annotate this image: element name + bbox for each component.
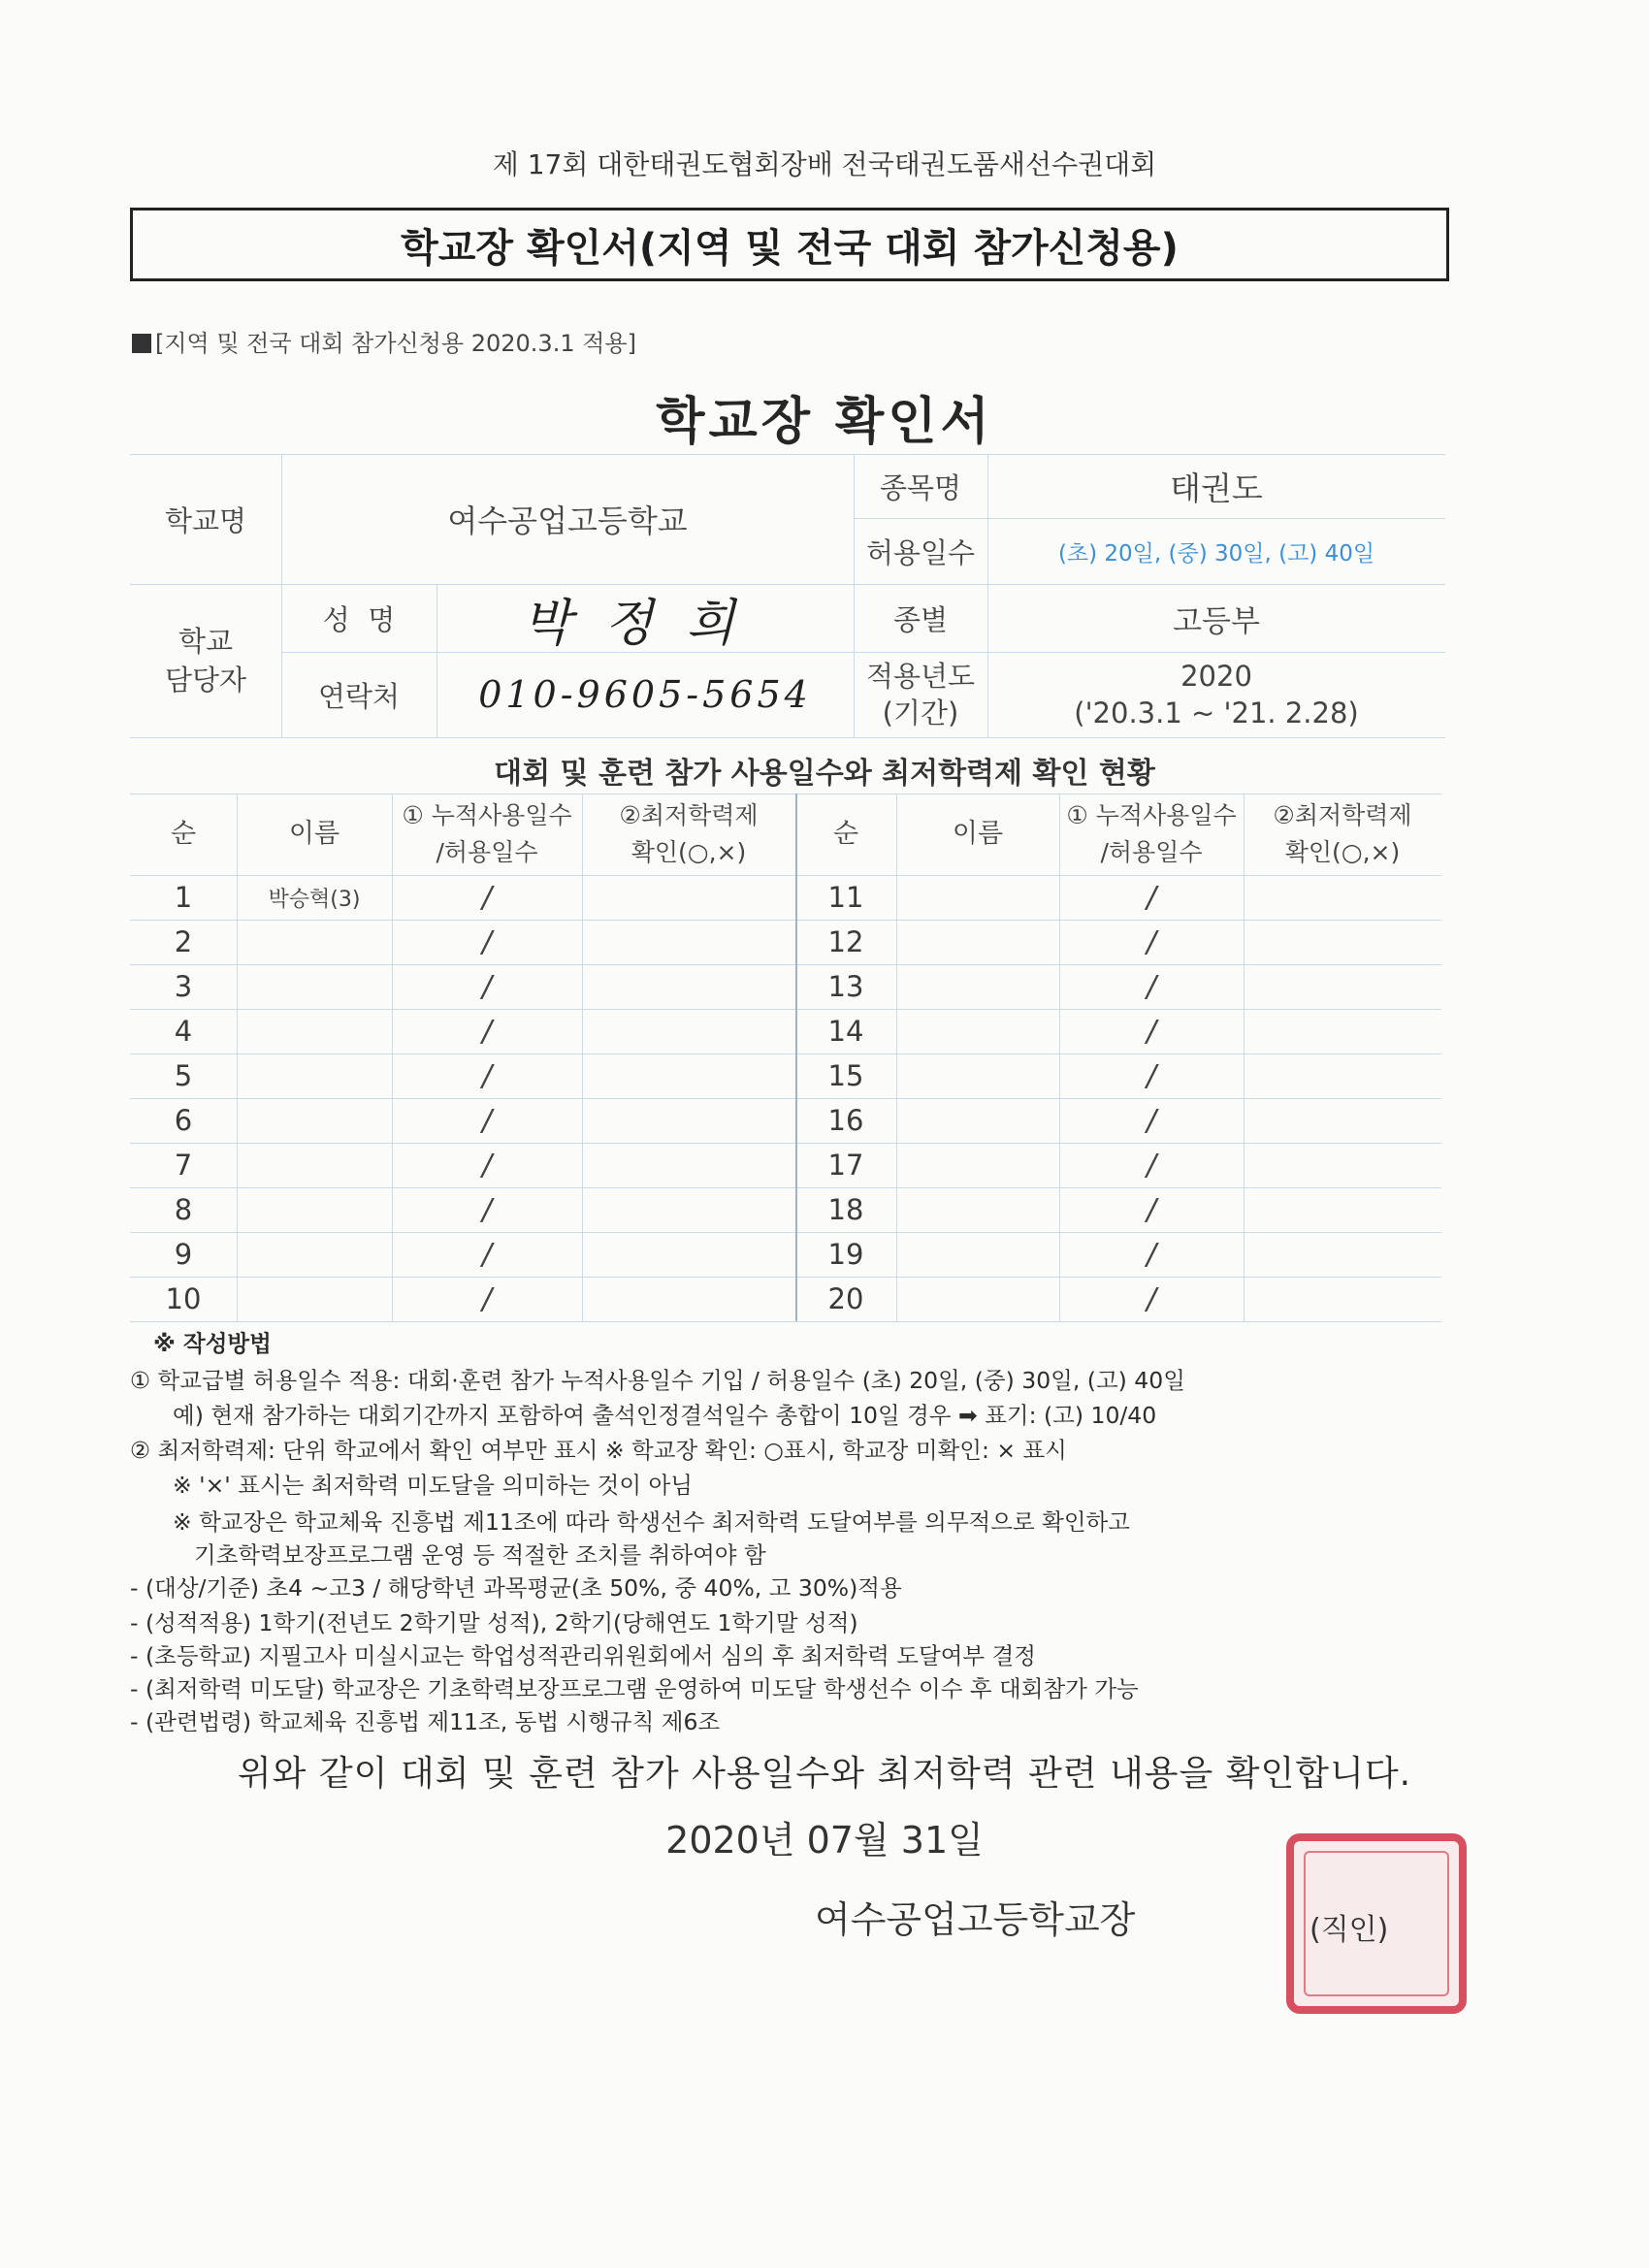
row-name <box>896 1009 1059 1053</box>
principal-name: 여수공업고등학교장 <box>815 1898 1136 1941</box>
period-value: ('20.3.1 ~ '21. 2.28) <box>1074 697 1359 729</box>
row-name <box>237 1187 392 1232</box>
row-name <box>237 1232 392 1277</box>
note-line: - (대상/기준) 초4 ~고3 / 해당학년 과목평균(초 50%, 중 40%, 고 30%)적용 <box>130 1574 902 1602</box>
event-title: 제 17회 대한태권도협회장배 전국태권도품새선수권대회 <box>492 148 1157 180</box>
school-label: 학교명 <box>164 503 247 537</box>
row-name: 박승혁(3) <box>268 887 361 912</box>
row-days: / <box>481 969 493 1004</box>
row-name <box>896 920 1059 964</box>
contact-label: 연락처 <box>317 679 401 713</box>
note-line: - (최저학력 미도달) 학교장은 기초학력보장프로그램 운영하여 미도달 학생선수 이수 후 대회참가 가능 <box>130 1675 1139 1702</box>
row-days: / <box>1146 1103 1157 1138</box>
row-days: / <box>481 1281 493 1316</box>
confirmation-statement: 위와 같이 대회 및 훈련 참가 사용일수와 최저학력 관련 내용을 확인합니다. <box>237 1754 1412 1794</box>
year-value: 2020 <box>1180 660 1252 693</box>
row-no: 19 <box>827 1238 864 1271</box>
row-no: 5 <box>174 1059 193 1092</box>
square-bullet-icon <box>132 334 151 353</box>
row-days: / <box>1146 1237 1157 1272</box>
row-name <box>896 1098 1059 1143</box>
note-line: ※ 학교장은 학교체육 진흥법 제11조에 따라 학생선수 최저학력 도달여부를 의무적으로 확인하고 <box>173 1508 1130 1536</box>
row-name <box>896 964 1059 1009</box>
note-line: 기초학력보장프로그램 운영 등 적절한 조치를 취하여야 함 <box>194 1541 766 1569</box>
row-days: / <box>481 1103 493 1138</box>
seal-label: (직인) <box>1310 1913 1389 1947</box>
status-title: 대회 및 훈련 참가 사용일수와 최저학력제 확인 현황 <box>494 757 1155 791</box>
row-days: / <box>481 1014 493 1049</box>
name-label: 성 명 <box>322 602 396 636</box>
header-check-right: ②최저학력제 확인(○,×) <box>1273 801 1412 866</box>
row-no: 2 <box>174 925 193 958</box>
header-no-right: 순 <box>832 819 859 849</box>
row-no: 8 <box>174 1193 193 1226</box>
row-name <box>237 1143 392 1187</box>
row-no: 17 <box>827 1149 864 1182</box>
row-no: 4 <box>174 1015 193 1048</box>
row-no: 10 <box>165 1282 202 1315</box>
row-days: / <box>1146 969 1157 1004</box>
name-value-handwritten: 박정희 <box>522 594 768 653</box>
row-name <box>237 1098 392 1143</box>
sport-value: 태권도 <box>1170 469 1263 507</box>
note-line: 예) 현재 참가하는 대회기간까지 포함하여 출석인정결석일수 총합이 10일 경우 ➡ 표기: (고) 10/40 <box>173 1402 1157 1429</box>
row-days: / <box>1146 1058 1157 1093</box>
row-days: / <box>481 924 493 959</box>
row-name <box>896 875 1059 920</box>
document-date: 2020년 07월 31일 <box>665 1819 984 1862</box>
year-cell <box>987 652 1445 737</box>
division-label: 종별 <box>892 602 949 636</box>
row-name <box>896 1187 1059 1232</box>
document-title: 학교장 확인서 <box>656 393 993 451</box>
row-days: / <box>1146 1192 1157 1227</box>
boxed-title-text: 학교장 확인서(지역 및 전국 대회 참가신청용) <box>401 225 1179 271</box>
note-line: ② 최저학력제: 단위 학교에서 확인 여부만 표시 ※ 학교장 확인: ○표시, 학교장 미확인: × 표시 <box>130 1437 1067 1464</box>
row-name <box>896 1143 1059 1187</box>
school-value: 여수공업고등학교 <box>447 502 688 539</box>
manager-label: 학교 담당자 <box>164 625 247 697</box>
row-no: 18 <box>827 1193 864 1226</box>
note-line: ※ 작성방법 <box>153 1330 272 1357</box>
row-name <box>237 1277 392 1321</box>
row-days: / <box>481 1058 493 1093</box>
row-name <box>237 920 392 964</box>
row-no: 20 <box>827 1282 864 1315</box>
boxed-title <box>130 208 1449 281</box>
row-name <box>896 1053 1059 1098</box>
row-days: / <box>1146 1014 1157 1049</box>
row-no: 9 <box>174 1238 193 1271</box>
row-days: / <box>1146 1281 1157 1316</box>
row-days: / <box>481 1192 493 1227</box>
division-value: 고등부 <box>1173 603 1260 639</box>
header-name-right: 이름 <box>952 819 1004 849</box>
row-no: 11 <box>827 881 864 914</box>
row-no: 1 <box>174 881 193 914</box>
row-no: 12 <box>827 925 864 958</box>
notice <box>132 324 636 358</box>
header-check-left: ②최저학력제 확인(○,×) <box>619 801 759 866</box>
sport-label: 종목명 <box>879 470 962 504</box>
row-name <box>896 1232 1059 1277</box>
row-name <box>237 1009 392 1053</box>
header-days-right: ① 누적사용일수 /허용일수 <box>1066 801 1237 866</box>
note-line: - (관련법령) 학교체육 진흥법 제11조, 동법 시행규칙 제6조 <box>130 1708 721 1735</box>
row-days: / <box>481 1237 493 1272</box>
header-days-left: ① 누적사용일수 /허용일수 <box>402 801 572 866</box>
row-name <box>896 1277 1059 1321</box>
row-no: 14 <box>827 1015 864 1048</box>
header-name-left: 이름 <box>288 819 340 849</box>
year-label: 적용년도 (기간) <box>865 660 976 729</box>
note-line: - (성적적용) 1학기(전년도 2학기말 성적), 2학기(당해연도 1학기말 성적) <box>130 1609 858 1636</box>
row-no: 16 <box>827 1104 864 1137</box>
note-line: ※ '×' 표시는 최저학력 미도달을 의미하는 것이 아님 <box>173 1472 693 1499</box>
notice-text: [지역 및 전국 대회 참가신청용 2020.3.1 적용] <box>155 330 636 357</box>
row-days: / <box>1146 924 1157 959</box>
row-name <box>237 1053 392 1098</box>
row-days: / <box>481 1148 493 1183</box>
note-line: ① 학교급별 허용일수 적용: 대회·훈련 참가 누적사용일수 기입 / 허용일수 (초) 20일, (중) 30일, (고) 40일 <box>130 1367 1185 1394</box>
row-no: 3 <box>174 970 193 1003</box>
row-no: 15 <box>827 1059 864 1092</box>
row-no: 13 <box>827 970 864 1003</box>
row-name <box>237 964 392 1009</box>
contact-value-handwritten: 010-9605-5654 <box>478 673 812 716</box>
row-no: 7 <box>174 1149 193 1182</box>
days-value: (초) 20일, (중) 30일, (고) 40일 <box>1057 540 1375 567</box>
note-line: - (초등학교) 지필고사 미실시교는 학업성적관리위원회에서 심의 후 최저학력 도달여부 결정 <box>130 1642 1036 1669</box>
days-label: 허용일수 <box>865 535 976 569</box>
header-no-left: 순 <box>170 819 197 849</box>
row-days: / <box>481 880 493 915</box>
row-days: / <box>1146 1148 1157 1183</box>
row-no: 6 <box>174 1104 193 1137</box>
row-days: / <box>1146 880 1157 915</box>
